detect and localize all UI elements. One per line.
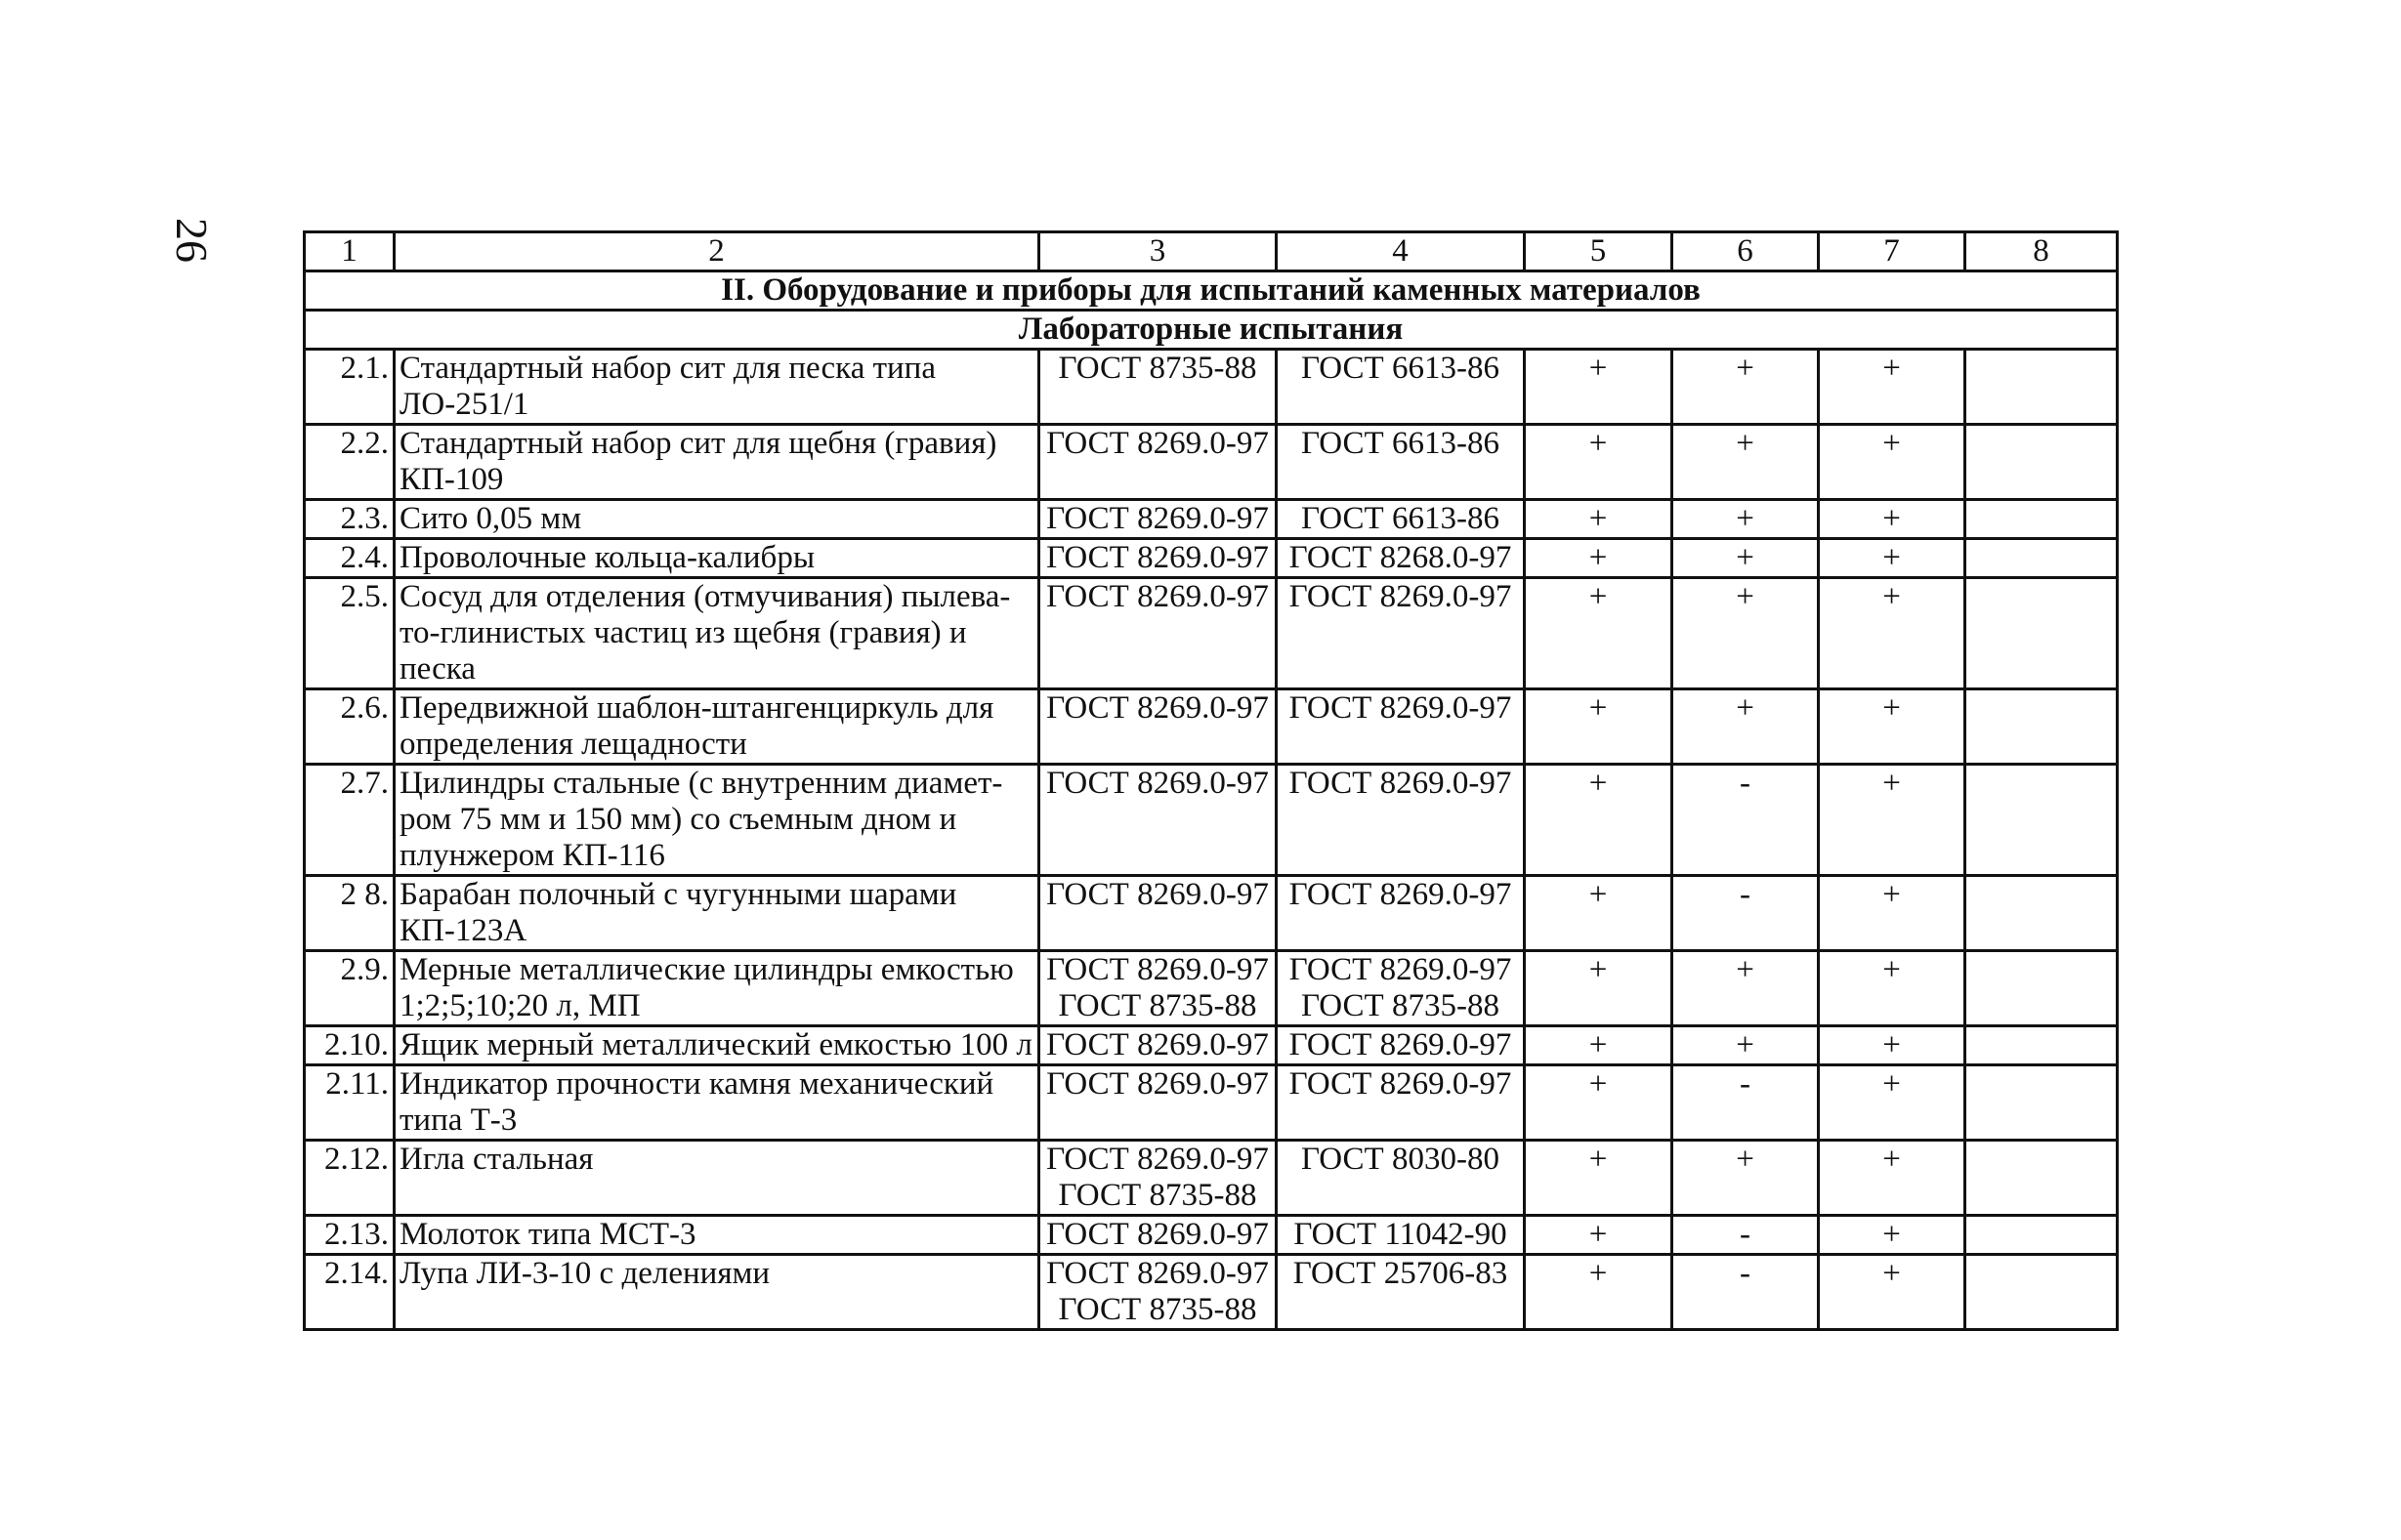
mark-col6: + [1672,500,1819,539]
mark-col5: + [1525,1065,1672,1141]
table-row [305,350,2118,425]
mark-col8 [1965,539,2118,578]
item-name: Проволочные кольца-калибры [395,539,1039,578]
gost-reference [1277,1065,1525,1141]
mark-col5: + [1525,951,1672,1026]
gost-reference [1277,500,1525,539]
mark-col7: + [1819,1026,1965,1065]
item-number: 2.9. [305,951,395,1026]
column-header: 1 [305,232,395,271]
mark-col6: + [1672,578,1819,689]
mark-col8 [1965,350,2118,425]
mark-col7: + [1819,350,1965,425]
gost-standard [1039,1026,1277,1065]
page-number: 26 [167,218,217,263]
item-name: Ящик мерный металлический емкостью 100 л [395,1026,1039,1065]
gost-code: ГОСТ 8269.0-97 [1288,579,1512,614]
gost-code: ГОСТ 8269.0-97 [1046,766,1269,801]
gost-code: ГОСТ 8269.0-97 [1046,690,1269,726]
gost-code: ГОСТ 8269.0-97 [1288,690,1512,726]
gost-code: ГОСТ 8269.0-97 [1046,1217,1269,1252]
table-row [305,1255,2118,1330]
item-number: 2.10. [305,1026,395,1065]
mark-col7: + [1819,425,1965,500]
gost-code: ГОСТ 8269.0-97 [1288,877,1512,912]
mark-col7: + [1819,951,1965,1026]
mark-col8 [1965,689,2118,765]
item-name: Стандартный набор сит для щебня (гравия) КП-109 [395,425,1039,500]
mark-col6: + [1672,425,1819,500]
item-name: Индикатор прочности камня механический типа Т-3 [395,1065,1039,1141]
mark-col5: + [1525,876,1672,951]
gost-reference [1277,765,1525,876]
subsection-title: Лабораторные испытания [305,311,2118,350]
item-number: 2.2. [305,425,395,500]
mark-col7: + [1819,689,1965,765]
mark-col5: + [1525,500,1672,539]
column-header: 2 [395,232,1039,271]
mark-col8 [1965,500,2118,539]
mark-col6: - [1672,1065,1819,1141]
item-name: Стандартный набор сит для песка типа ЛО-251/1 [395,350,1039,425]
gost-reference [1277,425,1525,500]
item-number: 2 8. [305,876,395,951]
mark-col6: + [1672,689,1819,765]
mark-col6: - [1672,876,1819,951]
item-number: 2.11. [305,1065,395,1141]
mark-col8 [1965,578,2118,689]
mark-col5: + [1525,689,1672,765]
item-number: 2.5. [305,578,395,689]
gost-code: ГОСТ 8269.0-97 [1046,501,1269,536]
table-row [305,500,2118,539]
item-name: Сито 0,05 мм [395,500,1039,539]
mark-col8 [1965,1255,2118,1330]
gost-code: ГОСТ 8269.0-97 [1046,540,1269,575]
item-number: 2.7. [305,765,395,876]
gost-standard [1039,1065,1277,1141]
mark-col5: + [1525,1026,1672,1065]
gost-standard [1039,1141,1277,1216]
mark-col6: + [1672,1141,1819,1216]
gost-standard [1039,539,1277,578]
table-row [305,689,2118,765]
column-header: 4 [1277,232,1525,271]
mark-col7: + [1819,1065,1965,1141]
gost-code: ГОСТ 6613-86 [1301,351,1499,386]
subsection-row [305,311,2118,350]
mark-col7: + [1819,1216,1965,1255]
item-name: Мерные металлические цилиндры емкостью 1;2;5;10;20 л, МП [395,951,1039,1026]
gost-code: ГОСТ 8269.0-97 [1288,1027,1512,1062]
gost-code: ГОСТ 8735-88 [1301,988,1499,1023]
gost-reference [1277,1026,1525,1065]
table-row [305,539,2118,578]
item-number: 2.4. [305,539,395,578]
gost-code: ГОСТ 8269.0-97 [1288,1066,1512,1102]
gost-reference [1277,951,1525,1026]
gost-standard [1039,500,1277,539]
table-row [305,1216,2118,1255]
gost-standard [1039,1216,1277,1255]
mark-col7: + [1819,539,1965,578]
column-header: 6 [1672,232,1819,271]
gost-reference [1277,539,1525,578]
item-name: Сосуд для отделения (отмучивания) пылева-то-глинистых частиц из щебня (гравия) и песка [395,578,1039,689]
table-row [305,876,2118,951]
gost-code: ГОСТ 8030-80 [1301,1142,1499,1177]
gost-code: ГОСТ 25706-83 [1292,1256,1508,1291]
mark-col6: + [1672,951,1819,1026]
mark-col8 [1965,951,2118,1026]
mark-col8 [1965,1141,2118,1216]
gost-code: ГОСТ 8269.0-97 [1288,766,1512,801]
gost-reference [1277,1216,1525,1255]
gost-reference [1277,689,1525,765]
mark-col5: + [1525,765,1672,876]
table-row [305,1026,2118,1065]
mark-col7: + [1819,500,1965,539]
item-name: Барабан полочный с чугунными шарами КП-123А [395,876,1039,951]
mark-col6: + [1672,1026,1819,1065]
table-row [305,951,2118,1026]
gost-reference [1277,876,1525,951]
equipment-table [303,230,2119,1331]
mark-col5: + [1525,350,1672,425]
gost-code: ГОСТ 6613-86 [1301,426,1499,461]
gost-standard [1039,1255,1277,1330]
gost-standard [1039,765,1277,876]
gost-reference [1277,1141,1525,1216]
gost-code: ГОСТ 8735-88 [1058,1292,1257,1327]
mark-col5: + [1525,539,1672,578]
mark-col8 [1965,1216,2118,1255]
gost-reference [1277,1255,1525,1330]
gost-code: ГОСТ 8269.0-97 [1046,1066,1269,1102]
mark-col8 [1965,765,2118,876]
gost-code: ГОСТ 8269.0-97 [1046,579,1269,614]
item-name: Молоток типа МСТ-3 [395,1216,1039,1255]
gost-code: ГОСТ 8269.0-97 [1046,1142,1269,1177]
mark-col5: + [1525,578,1672,689]
mark-col6: + [1672,350,1819,425]
column-header: 5 [1525,232,1672,271]
gost-code: ГОСТ 8735-88 [1058,1178,1257,1213]
item-name: Передвижной шаблон-штангенциркуль для определения лещадности [395,689,1039,765]
gost-code: ГОСТ 11042-90 [1293,1217,1507,1252]
item-number: 2.14. [305,1255,395,1330]
table-row [305,578,2118,689]
gost-reference [1277,350,1525,425]
gost-code: ГОСТ 8269.0-97 [1046,1256,1269,1291]
gost-standard [1039,425,1277,500]
table-row [305,1141,2118,1216]
gost-code: ГОСТ 8269.0-97 [1046,426,1269,461]
gost-reference [1277,578,1525,689]
section-title: II. Оборудование и приборы для испытаний каменных материалов [305,271,2118,311]
gost-code: ГОСТ 8269.0-97 [1046,952,1269,987]
mark-col7: + [1819,578,1965,689]
gost-code: ГОСТ 8269.0-97 [1046,1027,1269,1062]
table-body [305,232,2118,1330]
mark-col7: + [1819,1141,1965,1216]
mark-col8 [1965,425,2118,500]
mark-col6: - [1672,765,1819,876]
gost-code: ГОСТ 8735-88 [1058,351,1257,386]
item-number: 2.12. [305,1141,395,1216]
gost-code: ГОСТ 8269.0-97 [1046,877,1269,912]
item-number: 2.13. [305,1216,395,1255]
mark-col6: - [1672,1255,1819,1330]
gost-standard [1039,578,1277,689]
mark-col7: + [1819,876,1965,951]
table-row [305,765,2118,876]
gost-code: ГОСТ 8268.0-97 [1288,540,1512,575]
section-row [305,271,2118,311]
gost-standard [1039,350,1277,425]
mark-col5: + [1525,1216,1672,1255]
column-header: 8 [1965,232,2118,271]
item-number: 2.3. [305,500,395,539]
mark-col6: + [1672,539,1819,578]
column-number-row [305,232,2118,271]
table-row [305,425,2118,500]
item-number: 2.6. [305,689,395,765]
mark-col8 [1965,1026,2118,1065]
mark-col5: + [1525,425,1672,500]
item-name: Лупа ЛИ-3-10 с делениями [395,1255,1039,1330]
mark-col5: + [1525,1255,1672,1330]
column-header: 3 [1039,232,1277,271]
table-row [305,1065,2118,1141]
column-header: 7 [1819,232,1965,271]
gost-standard [1039,876,1277,951]
item-number: 2.1. [305,350,395,425]
mark-col7: + [1819,1255,1965,1330]
mark-col7: + [1819,765,1965,876]
mark-col8 [1965,876,2118,951]
gost-code: ГОСТ 6613-86 [1301,501,1499,536]
item-name: Игла стальная [395,1141,1039,1216]
mark-col5: + [1525,1141,1672,1216]
gost-code: ГОСТ 8735-88 [1058,988,1257,1023]
mark-col8 [1965,1065,2118,1141]
gost-standard [1039,689,1277,765]
item-name: Цилиндры стальные (с внутренним диамет-ром 75 мм и 150 мм) со съемным дном и плунжером КП-116 [395,765,1039,876]
gost-code: ГОСТ 8269.0-97 [1288,952,1512,987]
mark-col6: - [1672,1216,1819,1255]
gost-standard [1039,951,1277,1026]
